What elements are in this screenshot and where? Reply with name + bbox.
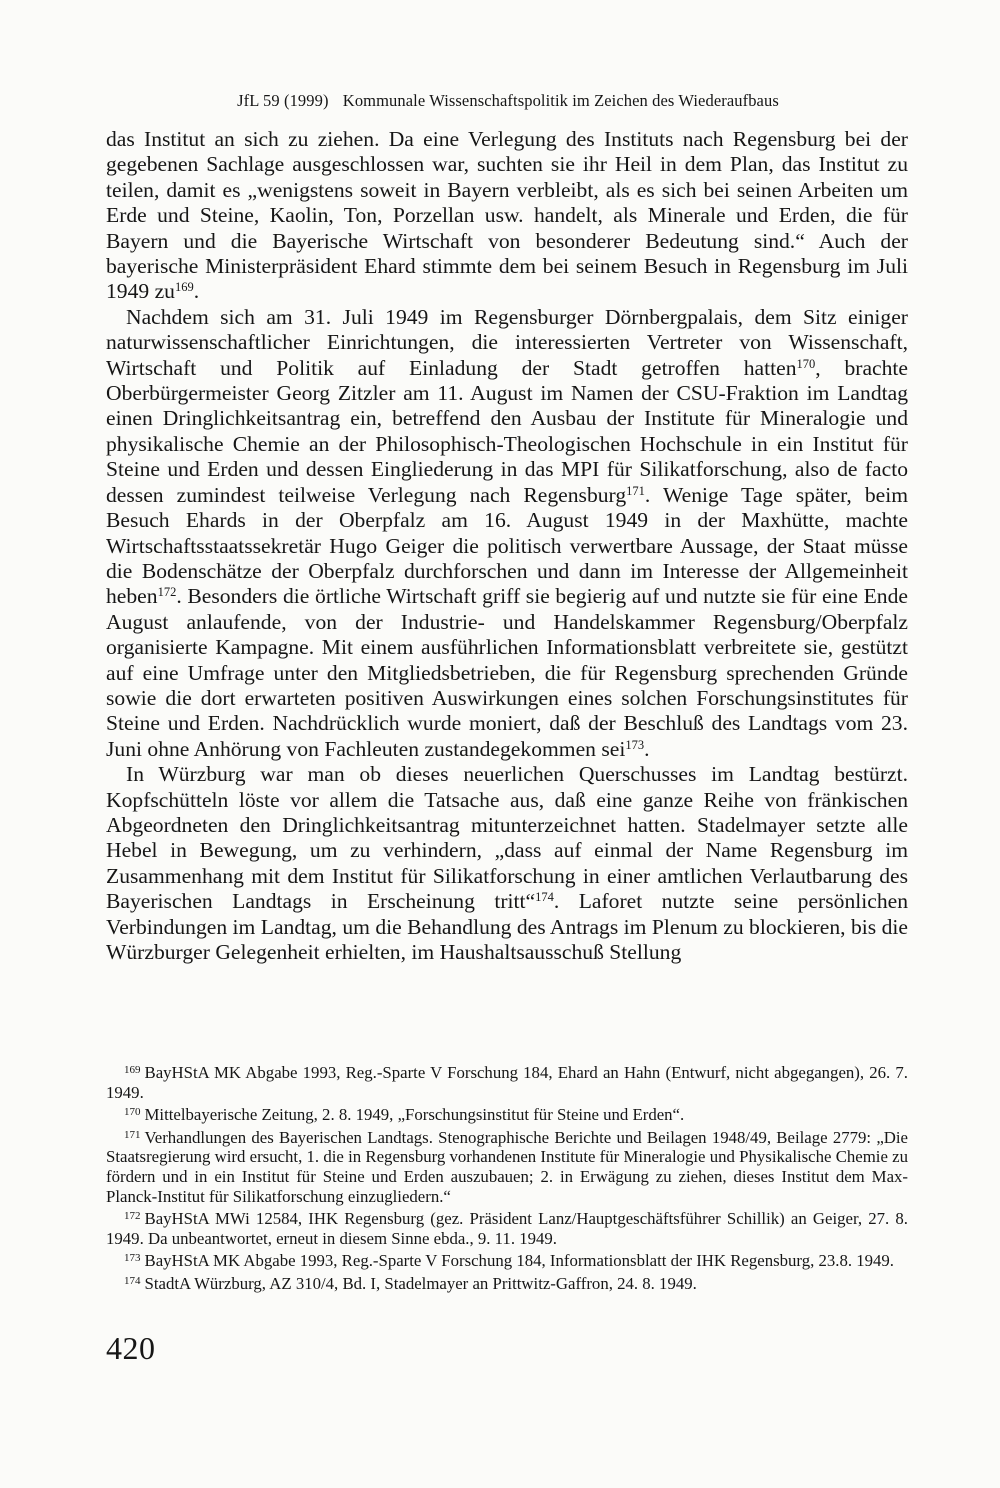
paragraph-3 (106, 762, 908, 965)
footnote-text: Verhandlungen des Bayerischen Landtags. Stenographische Berichte und Beilagen 1948/49, Beilage 2779: „Die Staatsregierung wird ersucht, 1. die in Regensburg vorhandenen Institute für Mineralogie und Physikalische Chemie zu fördern und in ein Institut für Steine und Erden auszubauen; 2. in Erwägung zu ziehen, dieses Institut dem Max-Planck-Institut für Silikatforschung einzugliedern.“ (106, 1127, 908, 1206)
footnote-ref-169[interactable]: 169 (174, 280, 194, 295)
footnote-ref-171[interactable]: 171 (626, 483, 645, 498)
footnotes (106, 1063, 908, 1297)
paragraph-2-text-a: Nachdem sich am 31. Juli 1949 im Regensburger Dörnbergpalais, dem Sitz einiger naturwissenschaftlicher Einrichtungen, die interessierten Vertreter von Wissenschaft, Wirtschaft und Politik auf Einladung der Stadt getroffen hatten (106, 304, 908, 380)
footnote-172 (106, 1209, 908, 1248)
footnote-171 (106, 1128, 908, 1206)
running-header (108, 91, 908, 111)
article-title: Kommunale Wissenschaftspolitik im Zeichen des Wiederaufbaus (342, 91, 779, 110)
footnote-text: StadtA Würzburg, AZ 310/4, Bd. I, Stadelmayer an Prittwitz-Gaffron, 24. 8. 1949. (144, 1273, 697, 1293)
footnote-174 (106, 1274, 908, 1294)
footnote-number: 170 (124, 1106, 141, 1119)
footnote-number: 169 (124, 1064, 141, 1076)
footnote-170 (106, 1105, 908, 1125)
footnote-ref-174[interactable]: 174 (535, 890, 554, 905)
page-number: 420 (106, 1330, 156, 1366)
paragraph-1-end: . (193, 279, 200, 304)
paragraph-2-text-d: . Besonders die örtliche Wirtschaft griff sie begierig auf und nutzte sie für eine Ende August anlaufende, von der Industrie- und Handelskammer Regensburg/Oberpfalz organisierte Kampagne. Mit einem ausführlichen Informationsblatt verbreitete sie, gestützt auf eine Umfrage unter den Mitgliedsbetrieben, die für Regensburg sprechenden Gründe sowie die dort erwarteten positiven Auswirkungen eines solchen Forschungsinstitutes für Steine und Erden. Nachdrücklich wurde moniert, daß der Beschluß des Landtags vom 23. Juni ohne Anhörung von Fachleuten zustandegekommen sei (106, 584, 908, 761)
paragraph-2-text-b: , brachte Oberbürgermeister Georg Zitzler am 11. August im Namen der CSU-Fraktion im Landtag einen Dringlichkeitsantrag ein, betreffend den Ausbau der Institute für Mineralogie und physikalische Chemie an der Philosophisch-Theologischen Hochschule in ein Institut für Steine und Erden und dessen Eingliederung in das MPI für Silikatforschung, also de facto dessen zumindest teilweise Verlegung nach Regensburg (106, 355, 908, 507)
paragraph-1-text: das Institut an sich zu ziehen. Da eine Verlegung des Instituts nach Regensburg bei der gegebenen Sachlage ausgeschlossen war, suchten sie ihr Heil in dem Plan, das Institut zu teilen, damit es „wenigstens soweit in Bayern verbleibt, als es sich bei seinen Arbeiten um Erde und Steine, Kaolin, Ton, Porzellan usw. handelt, als Minerale und Erden, die für Bayern und die Bayerische Wirtschaft von besonderer Bedeutung sind.“ Auch der bayerische Ministerpräsident Ehard stimmte dem bei seinem Besuch in Regensburg im Juli 1949 zu (106, 127, 908, 304)
footnote-173 (106, 1251, 908, 1271)
footnote-number: 171 (124, 1128, 141, 1141)
paragraph-2-text-c: . Wenige Tage später, beim Besuch Ehards in der Oberpfalz am 16. August 1949 in der Maxhütte, machte Wirtschaftsstaatssekretär Hugo Geiger die politisch verwertbare Aussage, der Staat müsse die Bodenschätze der Oberpfalz durchforschen und dann im Interesse der Allgemeinheit heben (106, 482, 909, 609)
footnote-169 (106, 1063, 908, 1102)
paragraph-1 (106, 127, 908, 305)
footnote-ref-170[interactable]: 170 (796, 356, 816, 371)
footnote-text: BayHStA MK Abgabe 1993, Reg.-Sparte V Forschung 184, Informationsblatt der IHK Regensburg, 23.8. 1949. (144, 1251, 894, 1271)
footnote-number: 174 (124, 1274, 141, 1287)
main-text (106, 127, 908, 965)
footnote-number: 173 (124, 1252, 141, 1265)
paragraph-2 (106, 305, 908, 762)
footnote-text: Mittelbayerische Zeitung, 2. 8. 1949, „Forschungsinstitut für Steine und Erden“. (144, 1105, 685, 1125)
footnote-text: BayHStA MWi 12584, IHK Regensburg (gez. Präsident Lanz/Hauptgeschäftsführer Schillik) an Geiger, 27. 8. 1949. Da unbeantwortet, erneut in diesem Sinne ebda., 9. 11. 1949. (106, 1209, 908, 1248)
footnote-ref-173[interactable]: 173 (625, 737, 645, 752)
footnote-number: 172 (124, 1210, 141, 1223)
journal-reference: JfL 59 (1999) (237, 91, 329, 110)
paragraph-2-end: . (644, 736, 650, 761)
paragraph-3-text-a: In Würzburg war man ob dieses neuerlichen Querschusses im Landtag bestürzt. Kopfschütteln löste vor allem die Tatsache aus, daß eine ganze Reihe von fränkischen Abgeordneten den Dringlichkeitsantrag mitunterzeichnet hatten. Stadelmayer setzte alle Hebel in Bewegung, um zu verhindern, „dass auf einmal der Name Regensburg im Zusammenhang mit dem Institut für Silikatforschung in einer amtlichen Verlautbarung des Bayerischen Landtags in Erscheinung tritt“ (106, 762, 908, 914)
footnote-ref-172[interactable]: 172 (157, 585, 177, 600)
paragraph-3-text-b: . Laforet nutzte seine persönlichen Verbindungen im Landtag, um die Behandlung des Antrags im Plenum zu blockieren, bis die Würzburger Gelegenheit erhielten, im Haushaltsausschuß Stellung (106, 889, 908, 964)
footnote-text: BayHStA MK Abgabe 1993, Reg.-Sparte V Forschung 184, Ehard an Hahn (Entwurf, nicht abgegangen), 26. 7. 1949. (106, 1063, 908, 1102)
